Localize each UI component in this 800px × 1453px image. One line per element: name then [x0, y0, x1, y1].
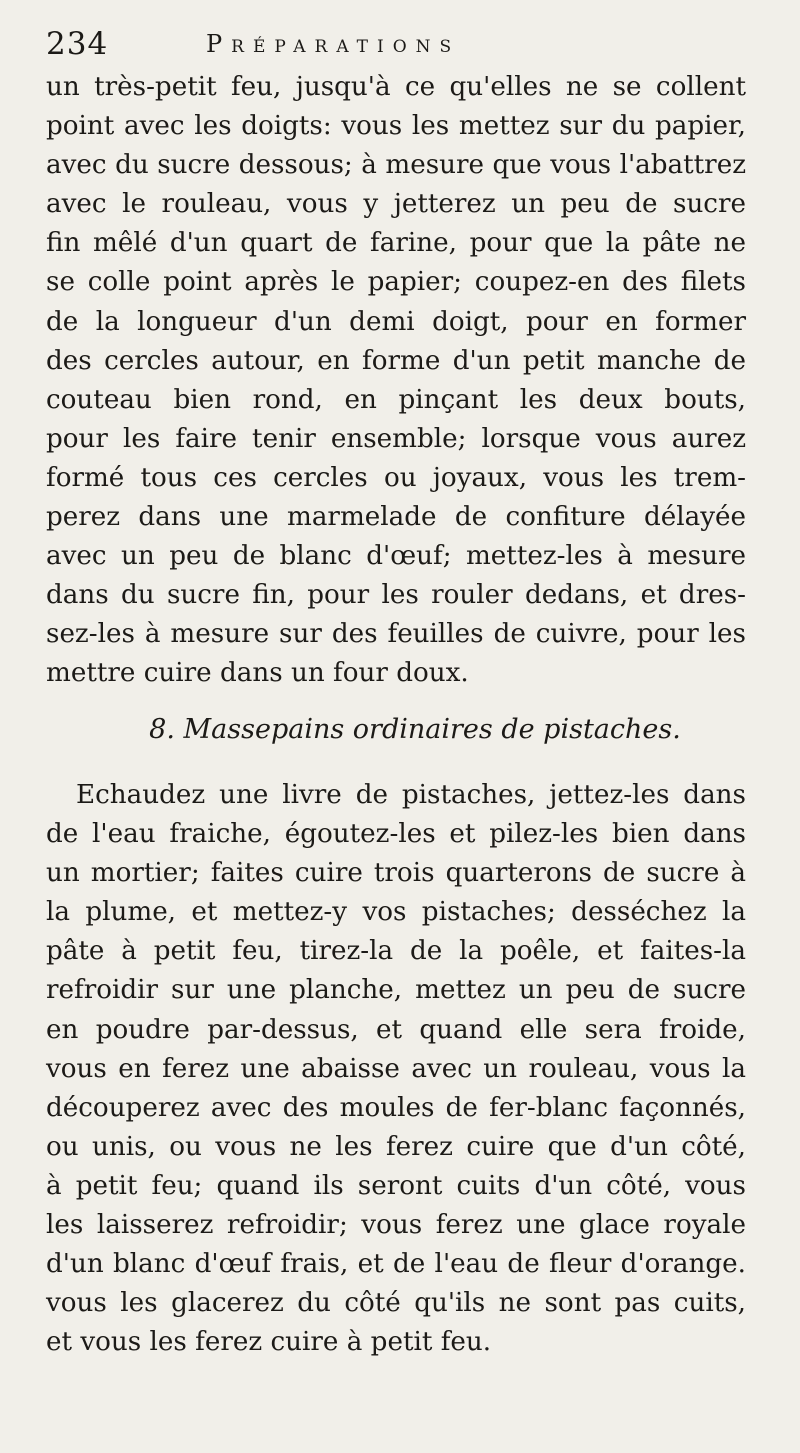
text-line: ou unis, ou vous ne les ferez cuire que d'un côté, — [46, 1131, 746, 1162]
text-line: les laisserez refroidir; vous ferez une glace royale — [46, 1210, 746, 1241]
text-line: de la longueur d'un demi doigt, pour en former — [46, 306, 746, 337]
text-line: des cercles autour, en forme d'un petit manche de — [46, 345, 746, 376]
text-line: vous en ferez une abaisse avec un rouleau, vous la — [46, 1053, 746, 1084]
text-line: un très-petit feu, jusqu'à ce qu'elles ne se collent — [46, 72, 746, 102]
text-line: avec du sucre dessous; à mesure que vous l'abattrez — [46, 150, 746, 181]
text-line: et vous les ferez cuire à petit feu. — [46, 1327, 492, 1358]
text-line: mettre cuire dans un four doux. — [46, 658, 469, 689]
text-line: en poudre par-dessus, et quand elle sera froide, — [46, 1014, 746, 1045]
text-line: fin mêlé d'un quart de farine, pour que la pâte ne — [46, 228, 746, 259]
text-line: la plume, et mettez-y vos pistaches; desséchez la — [46, 897, 746, 928]
text-line: à petit feu; quand ils seront cuits d'un côté, vous — [46, 1170, 746, 1201]
text-line: avec le rouleau, vous y jetterez un peu de sucre — [46, 189, 746, 220]
text-line: sez-les à mesure sur des feuilles de cuivre, pour les — [46, 619, 746, 650]
page-header — [46, 22, 778, 66]
text-line: formé tous ces cercles ou joyaux, vous les trem- — [46, 462, 746, 493]
paragraph-recipe — [46, 776, 746, 1362]
paragraph-continued — [46, 68, 746, 694]
text-line: dans du sucre fin, pour les rouler dedans, et dres- — [46, 580, 746, 611]
text-line: se colle point après le papier; coupez-en des filets — [46, 267, 746, 298]
text-line: pour les faire tenir ensemble; lorsque vous aurez — [46, 423, 746, 454]
text-line: couteau bien rond, en pinçant les deux bouts, — [46, 384, 746, 415]
text-line: découperez avec des moules de fer-blanc façonnés, — [46, 1092, 746, 1123]
text-line: refroidir sur une planche, mettez un peu de sucre — [46, 975, 746, 1006]
text-line: pâte à petit feu, tirez-la de la poêle, et faites-la — [46, 936, 746, 967]
text-line: de l'eau fraiche, égoutez-les et pilez-les bien dans — [46, 819, 746, 850]
page-number: 234 — [46, 26, 109, 62]
text-line: vous les glacerez du côté qu'ils ne sont pas cuits, — [46, 1288, 746, 1319]
text-line: avec un peu de blanc d'œuf; mettez-les à mesure — [46, 541, 746, 572]
section-title: 8. Massepains ordinaires de pistaches. — [149, 714, 681, 745]
text-line: un mortier; faites cuire trois quarterons de sucre à — [46, 858, 746, 889]
text-line: perez dans une marmelade de confiture délayée — [46, 502, 746, 533]
running-head: Préparations — [206, 30, 461, 58]
text-line: point avec les doigts: vous les mettez sur du papier, — [46, 111, 746, 142]
text-line: d'un blanc d'œuf frais, et de l'eau de fleur d'orange. — [46, 1249, 746, 1280]
text-line: Echaudez une livre de pistaches, jettez-les dans — [76, 780, 746, 810]
